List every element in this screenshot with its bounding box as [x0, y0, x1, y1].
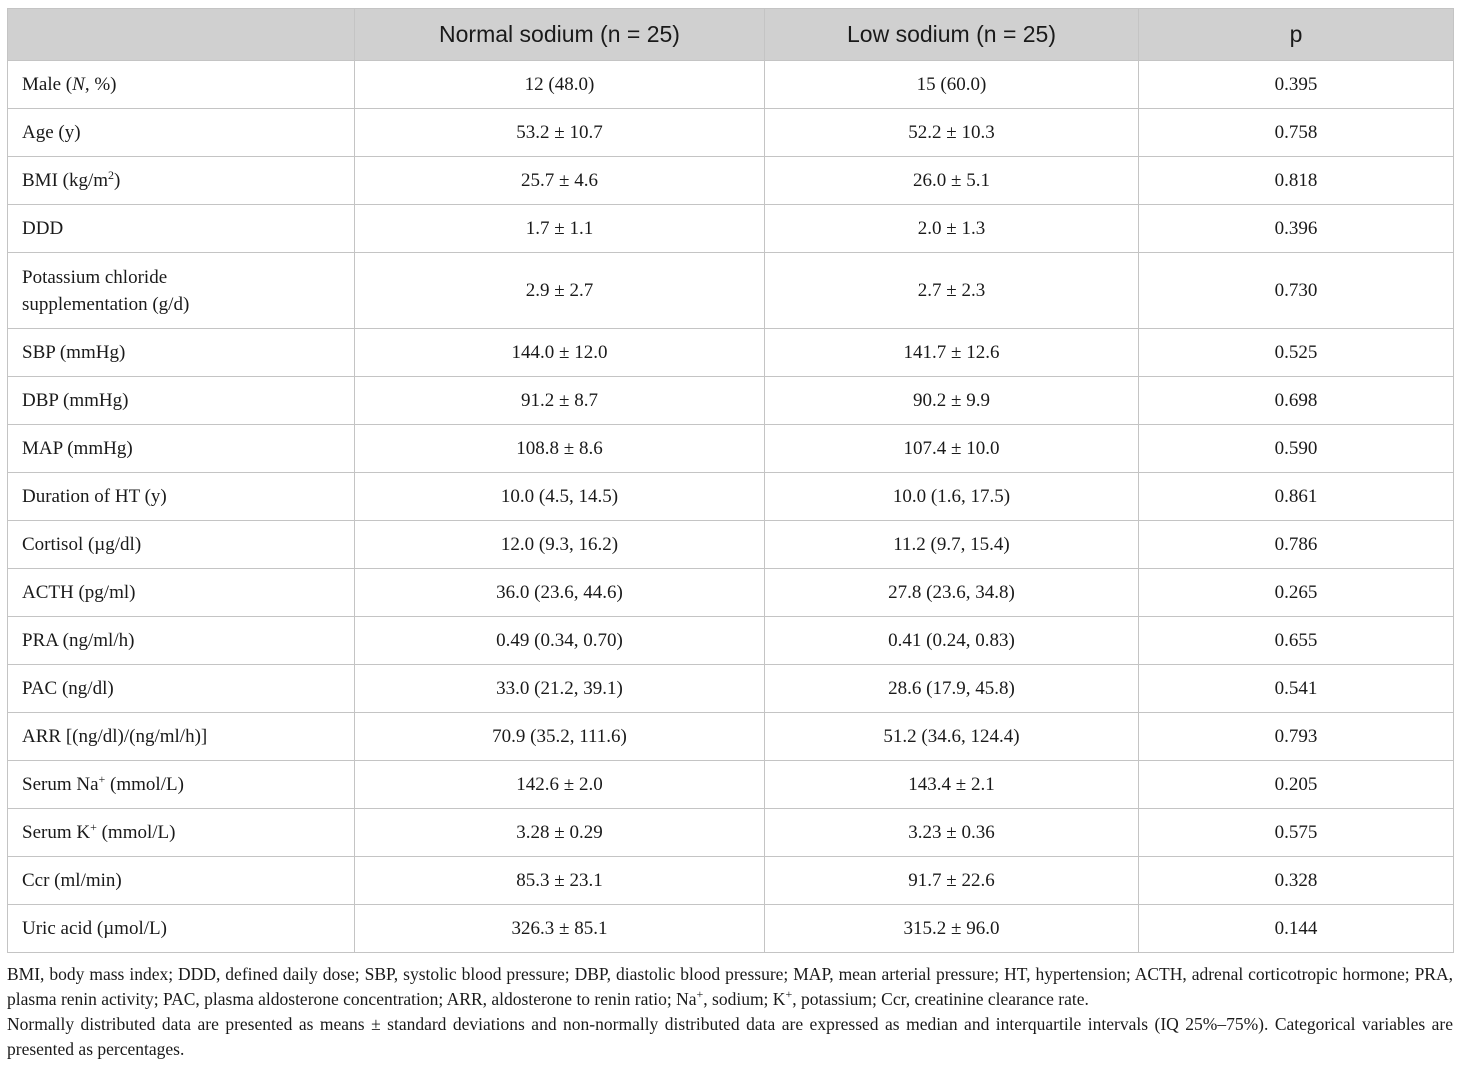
normal-sodium-value: 108.8 ± 8.6 [355, 425, 765, 473]
low-sodium-value: 52.2 ± 10.3 [765, 109, 1139, 157]
row-label: PAC (ng/dl) [8, 665, 355, 713]
low-sodium-value: 3.23 ± 0.36 [765, 809, 1139, 857]
header-low-sodium: Low sodium (n = 25) [765, 9, 1139, 61]
header-p-value: p [1139, 9, 1454, 61]
table-row [8, 253, 1454, 329]
low-sodium-value: 27.8 (23.6, 34.8) [765, 569, 1139, 617]
table-row [8, 809, 1454, 857]
table-footnotes [7, 962, 1453, 1062]
table-row [8, 425, 1454, 473]
normal-sodium-value: 25.7 ± 4.6 [355, 157, 765, 205]
table-row [8, 61, 1454, 109]
row-label: Potassium chloride supplementation (g/d) [8, 253, 355, 329]
row-label: Serum K+ (mmol/L) [8, 809, 355, 857]
table-row [8, 377, 1454, 425]
header-row [8, 9, 1454, 61]
low-sodium-value: 51.2 (34.6, 124.4) [765, 713, 1139, 761]
row-label: Duration of HT (y) [8, 473, 355, 521]
low-sodium-value: 90.2 ± 9.9 [765, 377, 1139, 425]
p-value: 0.818 [1139, 157, 1454, 205]
p-value: 0.265 [1139, 569, 1454, 617]
table-row [8, 761, 1454, 809]
normal-sodium-value: 0.49 (0.34, 0.70) [355, 617, 765, 665]
normal-sodium-value: 12.0 (9.3, 16.2) [355, 521, 765, 569]
p-value: 0.590 [1139, 425, 1454, 473]
low-sodium-value: 141.7 ± 12.6 [765, 329, 1139, 377]
low-sodium-value: 91.7 ± 22.6 [765, 857, 1139, 905]
table-header [8, 9, 1454, 61]
low-sodium-value: 107.4 ± 10.0 [765, 425, 1139, 473]
normal-sodium-value: 12 (48.0) [355, 61, 765, 109]
row-label: MAP (mmHg) [8, 425, 355, 473]
p-value: 0.861 [1139, 473, 1454, 521]
normal-sodium-value: 53.2 ± 10.7 [355, 109, 765, 157]
low-sodium-value: 2.0 ± 1.3 [765, 205, 1139, 253]
p-value: 0.758 [1139, 109, 1454, 157]
low-sodium-value: 10.0 (1.6, 17.5) [765, 473, 1139, 521]
table-row [8, 569, 1454, 617]
p-value: 0.328 [1139, 857, 1454, 905]
low-sodium-value: 0.41 (0.24, 0.83) [765, 617, 1139, 665]
p-value: 0.541 [1139, 665, 1454, 713]
normal-sodium-value: 70.9 (35.2, 111.6) [355, 713, 765, 761]
normal-sodium-value: 2.9 ± 2.7 [355, 253, 765, 329]
normal-sodium-value: 85.3 ± 23.1 [355, 857, 765, 905]
row-label: Ccr (ml/min) [8, 857, 355, 905]
table-row [8, 905, 1454, 953]
baseline-characteristics-table [7, 8, 1454, 953]
table-row [8, 157, 1454, 205]
row-label: ACTH (pg/ml) [8, 569, 355, 617]
low-sodium-value: 143.4 ± 2.1 [765, 761, 1139, 809]
low-sodium-value: 28.6 (17.9, 45.8) [765, 665, 1139, 713]
normal-sodium-value: 36.0 (23.6, 44.6) [355, 569, 765, 617]
p-value: 0.575 [1139, 809, 1454, 857]
p-value: 0.395 [1139, 61, 1454, 109]
low-sodium-value: 315.2 ± 96.0 [765, 905, 1139, 953]
row-label: DBP (mmHg) [8, 377, 355, 425]
p-value: 0.698 [1139, 377, 1454, 425]
data-presentation-footnote: Normally distributed data are presented as means ± standard deviations and non-normally distributed data are expressed as median and interquartile intervals (IQ 25%–75%). Categorical variables are presented as percentages. [7, 1014, 1453, 1059]
normal-sodium-value: 326.3 ± 85.1 [355, 905, 765, 953]
table-row [8, 521, 1454, 569]
p-value: 0.205 [1139, 761, 1454, 809]
p-value: 0.525 [1139, 329, 1454, 377]
p-value: 0.144 [1139, 905, 1454, 953]
table-row [8, 109, 1454, 157]
row-label: ARR [(ng/dl)/(ng/ml/h)] [8, 713, 355, 761]
row-label: Age (y) [8, 109, 355, 157]
row-label: Serum Na+ (mmol/L) [8, 761, 355, 809]
normal-sodium-value: 91.2 ± 8.7 [355, 377, 765, 425]
row-label: Cortisol (µg/dl) [8, 521, 355, 569]
table-row [8, 857, 1454, 905]
row-label: SBP (mmHg) [8, 329, 355, 377]
table-row [8, 205, 1454, 253]
normal-sodium-value: 144.0 ± 12.0 [355, 329, 765, 377]
table-row [8, 665, 1454, 713]
p-value: 0.655 [1139, 617, 1454, 665]
table-row [8, 473, 1454, 521]
row-label: Male (N, %) [8, 61, 355, 109]
table-row [8, 617, 1454, 665]
low-sodium-value: 11.2 (9.7, 15.4) [765, 521, 1139, 569]
low-sodium-value: 26.0 ± 5.1 [765, 157, 1139, 205]
normal-sodium-value: 142.6 ± 2.0 [355, 761, 765, 809]
low-sodium-value: 2.7 ± 2.3 [765, 253, 1139, 329]
p-value: 0.730 [1139, 253, 1454, 329]
normal-sodium-value: 33.0 (21.2, 39.1) [355, 665, 765, 713]
header-normal-sodium: Normal sodium (n = 25) [355, 9, 765, 61]
p-value: 0.793 [1139, 713, 1454, 761]
table-row [8, 713, 1454, 761]
header-variable [8, 9, 355, 61]
table-body [8, 61, 1454, 953]
row-label: DDD [8, 205, 355, 253]
row-label: BMI $(kg/m^2)$ [8, 157, 355, 205]
baseline-characteristics-table-container [7, 8, 1453, 953]
abbreviations-footnote: BMI, body mass index; DDD, defined daily dose; SBP, systolic blood pressure; DBP, diastolic blood pressure; MAP, mean arterial pressure; HT, hypertension; ACTH, adrenal corticotropic hormone; PRA, plasma renin activity; PAC, plasma aldosterone concentration; ARR, aldosterone to renin ratio; Na+, sodium; K+, potassium; Ccr, creatinine clearance rate. [7, 964, 1453, 1009]
low-sodium-value: 15 (60.0) [765, 61, 1139, 109]
table-row [8, 329, 1454, 377]
row-label: Uric acid (µmol/L) [8, 905, 355, 953]
normal-sodium-value: 3.28 ± 0.29 [355, 809, 765, 857]
normal-sodium-value: 10.0 (4.5, 14.5) [355, 473, 765, 521]
p-value: 0.396 [1139, 205, 1454, 253]
normal-sodium-value: 1.7 ± 1.1 [355, 205, 765, 253]
row-label: PRA (ng/ml/h) [8, 617, 355, 665]
p-value: 0.786 [1139, 521, 1454, 569]
